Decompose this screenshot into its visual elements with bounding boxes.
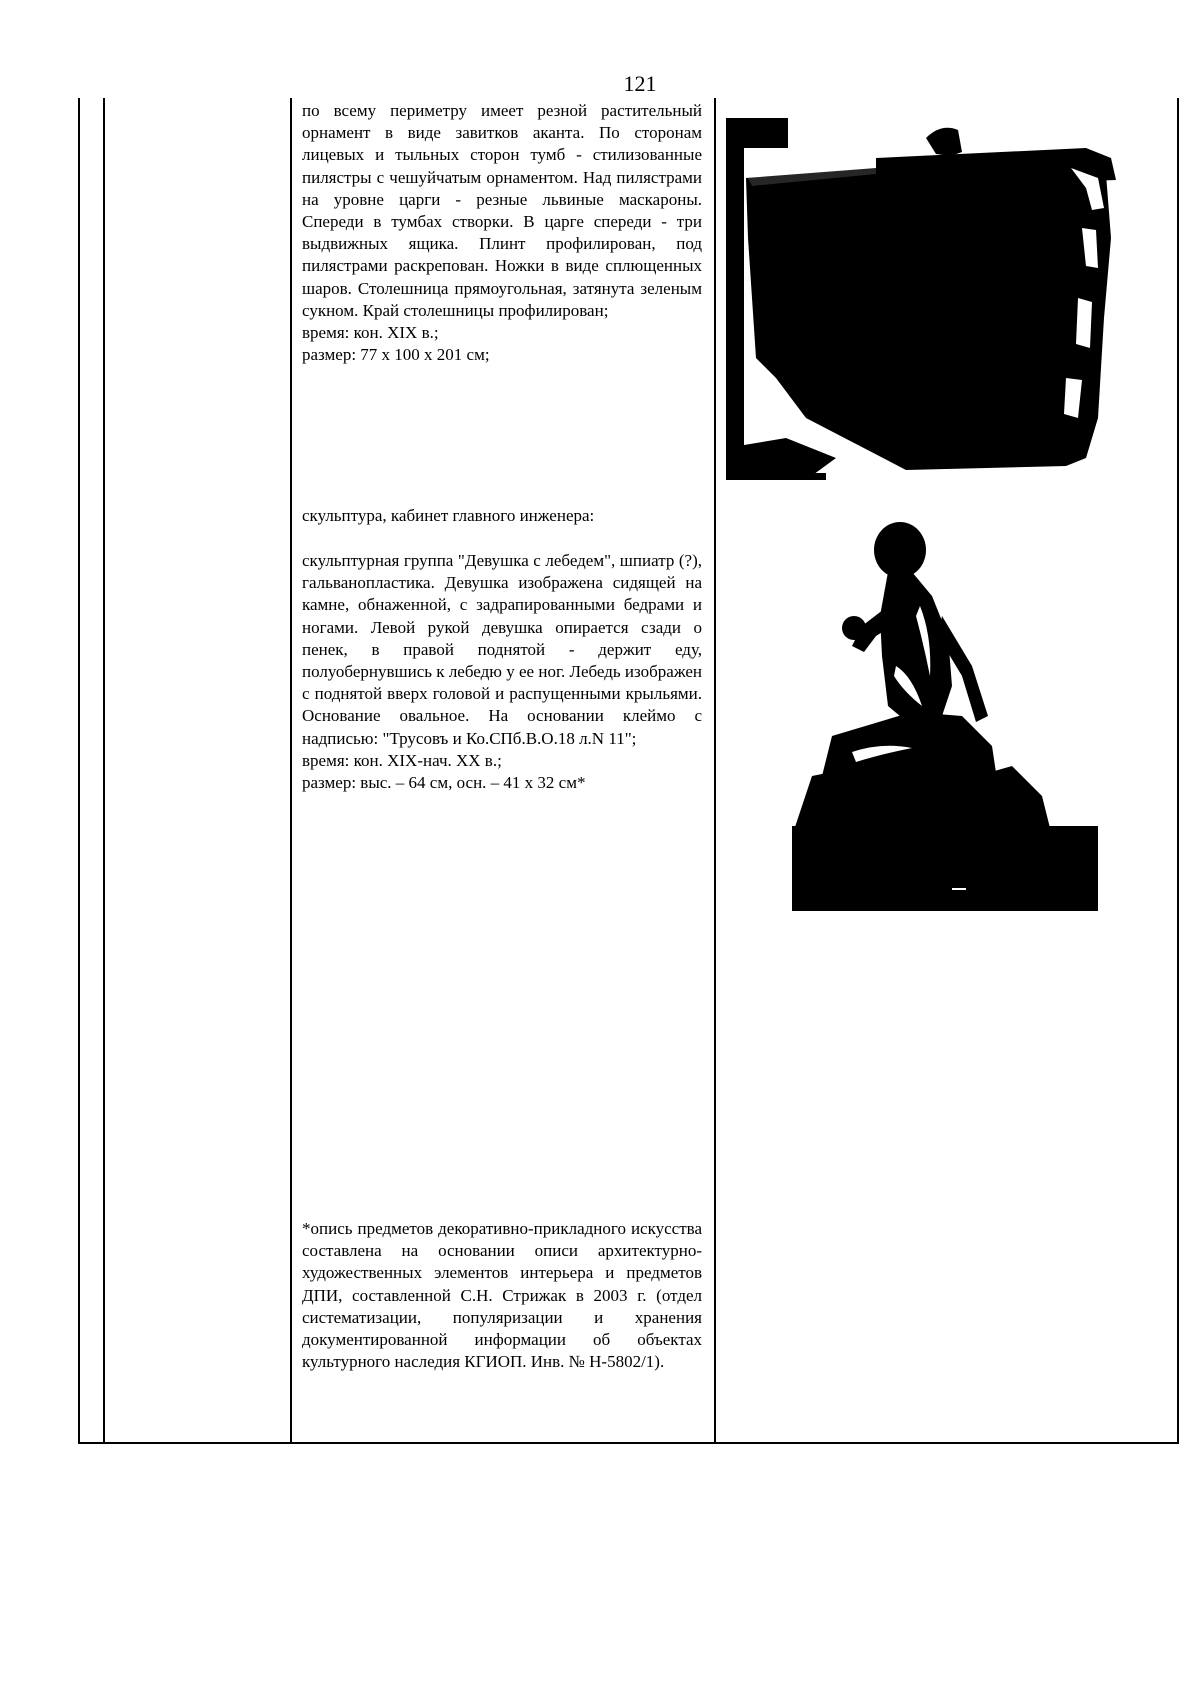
footnote-text: *опись предметов декоративно-прикладного искусства составлена на основании описи архитектурно-художественных элементов интерьера и предметов ДПИ, составленной С.Н. Стрижак в 2003 г. (отдел систематизации, популяризации и хранения документированной информации об объектах культурного наследия КГИОП. Инв. № Н-5802/1).	[302, 1219, 702, 1372]
desk-entry	[302, 100, 702, 366]
desk-description: по всему периметру имеет резной растительный орнамент в виде завитков аканта. По сторонам лицевых и тыльных сторон тумб - стилизованные пилястры с чешуйчатым орнаментом. Над пилястрами на уровне царги - резные львиные маскароны. Спереди в тумбах створки. В царге спереди - три выдвижных ящика. Плинт профилирован, под пилястрами раскрепован. Ножки в виде сплющенных шаров. Столешница прямоугольная, затянута зеленым сукном. Край столешницы профилирован;	[302, 101, 702, 320]
desk-photo	[726, 118, 1146, 480]
sculpture-heading-text: скульптура, кабинет главного инженера:	[302, 506, 595, 525]
sculpture-description: скульптурная группа "Девушка с лебедем", шпиатр (?), гальванопластика. Девушка изображена сидящей на камне, обнаженной, с задрапированными бедрами и ногами. Левой рукой девушка опирается сзади о пенек, в правой поднятой - держит еду, полуобернувшись к лебедю у ее ног. Лебедь изображен с поднятой вверх головой и распущенными крыльями. Основание овальное. На основании клеймо с надписью: "Трусовъ и Ко.СПб.В.О.18 л.N 11";	[302, 551, 702, 748]
table-border-left	[78, 98, 80, 1443]
table-column-divider-1	[103, 98, 105, 1443]
sculpture-size: размер: выс. – 64 см, осн. – 41 х 32 см*	[302, 773, 586, 793]
sculpture-entry	[302, 550, 702, 794]
sculpture-photo	[792, 516, 1098, 911]
desk-time: время: кон. XIX в.;	[302, 323, 439, 343]
table-column-divider-2	[290, 98, 292, 1443]
sculpture-heading	[302, 505, 702, 527]
footnote	[302, 1218, 702, 1373]
table-border-right	[1177, 98, 1179, 1443]
table-border-bottom	[78, 1442, 1179, 1444]
desk-size: размер: 77 х 100 х 201 см;	[302, 345, 490, 365]
sculpture-time: время: кон. XIX-нач. XX в.;	[302, 750, 502, 770]
table-column-divider-3	[714, 98, 716, 1443]
page-number: 121	[623, 71, 657, 96]
